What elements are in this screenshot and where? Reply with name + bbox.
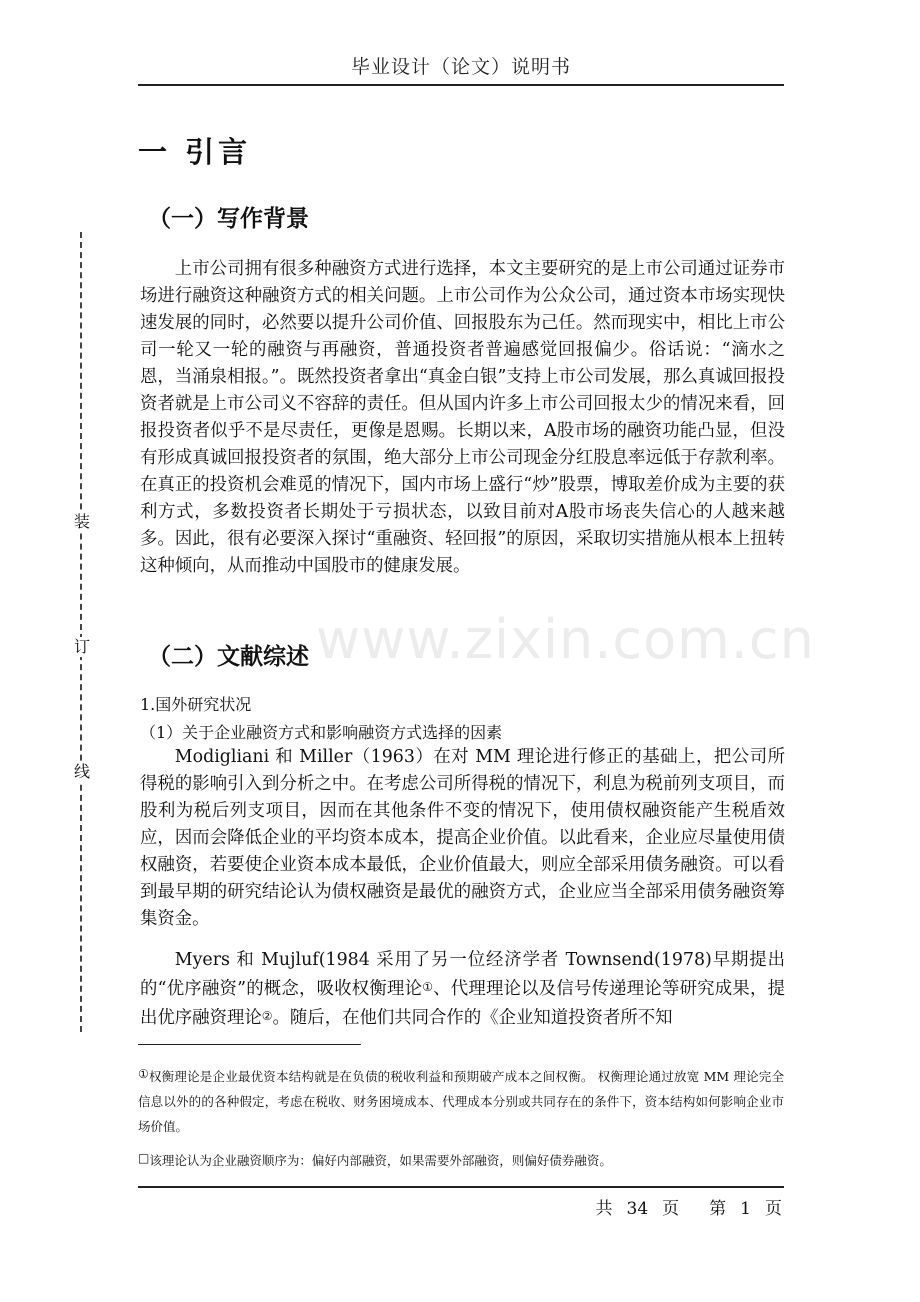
page-footer: [582, 1194, 782, 1219]
footer-current-label: 第: [709, 1199, 727, 1219]
section-title: 一 引言: [138, 135, 252, 169]
header-rule: [138, 84, 784, 86]
footnote-1: [138, 1062, 784, 1139]
footnote-1-text: 权衡理论是企业最优资本结构就是在负债的税收利益和预期破产成本之间权衡。 权衡理论通过放宽 MM 理论完全信息以外的的各种假定，考虑在税收、财务困境成本、代理成本分别或共同存在的条件下，资本结构如何影响企业市场价值。: [138, 1069, 784, 1134]
pecking-order-text-2: 、代理理论以及信号传递理论等研究成果，提出优序融资理论: [140, 979, 785, 1028]
footer-page-unit-2: 页: [765, 1199, 782, 1219]
binding-mark-zhuang: 装: [73, 512, 90, 531]
binding-line: [80, 232, 88, 1032]
footer-current-page: 1: [740, 1199, 751, 1219]
footnote-1-mark: ①: [138, 1067, 149, 1081]
footnote-ref-1: ①: [422, 980, 434, 994]
footnote-2-mark: □: [138, 1151, 150, 1165]
list-item-financing-factors: （1）关于企业融资方式和影响融资方式选择的因素: [140, 723, 503, 742]
footnote-2-text: 该理论认为企业融资顺序为：偏好内部融资，如果需要外部融资，则偏好债券融资。: [149, 1153, 612, 1168]
binding-mark-ding: 订: [73, 637, 90, 656]
subsection-title-background: （一）写作背景: [148, 206, 309, 232]
list-item-foreign-research: 1.国外研究状况: [140, 695, 252, 714]
watermark: www.zixin.com.cn: [316, 608, 815, 671]
footnote-2: [138, 1146, 784, 1173]
footer-total-label: 共: [595, 1199, 613, 1219]
footnote-rule: [138, 1044, 361, 1045]
footnote-ref-2: ②: [261, 1009, 273, 1023]
running-header: 毕业设计（论文）说明书: [350, 56, 571, 78]
subsection-title-literature: （二）文献综述: [148, 644, 309, 670]
footer-total-pages: 34: [626, 1199, 649, 1219]
pecking-order-text-1: Myers 和 Mujluf(1984 采用了另一位经济学者 Townsend(1978)早期提出的“优序融资”的概念，吸收权衡理论: [140, 950, 785, 999]
pecking-order-text-3: 。随后，在他们共同合作的《企业知道投资者所不知: [272, 1008, 673, 1028]
background-paragraph: 上市公司拥有很多种融资方式进行选择，本文主要研究的是上市公司通过证券市场进行融资这种融资方式的相关问题。上市公司作为公众公司，通过资本市场实现快速发展的同时，必然要以提升公司价值、回报股东为己任。然而现实中，相比上市公司一轮又一轮的融资与再融资，普通投资者普遍感觉回报偏少。俗话说：“滴水之恩，当涌泉相报。”。既然投资者拿出“真金白银”支持上市公司发展，那么真诚回报投资者就是上市公司义不容辞的责任。但从国内许多上市公司回报太少的情况来看，回报投资者似乎不是尽责任，更像是恩赐。长期以来，A股市场的融资功能凸显，但没有形成真诚回报投资者的氛围，绝大部分上市公司现金分红股息率远低于存款利率。在真正的投资机会难觅的情况下，国内市场上盛行“炒”股票，博取差价成为主要的获利方式，多数投资者长期处于亏损状态，以致目前对A股市场丧失信心的人越来越多。因此，很有必要深入探讨“重融资、轻回报”的原因，采取切实措施从根本上扭转这种倾向，从而推动中国股市的健康发展。: [140, 259, 785, 576]
footer-page-unit-1: 页: [662, 1199, 680, 1219]
binding-mark-xian: 线: [73, 762, 90, 781]
footer-rule: [138, 1186, 784, 1188]
mm-theory-paragraph: Modigliani 和 Miller（1963）在对 MM 理论进行修正的基础上，把公司所得税的影响引入到分析之中。在考虑公司所得税的情况下，利息为税前列支项目，而股利为税后列支项目，因而在其他条件不变的情况下，使用债权融资能产生税盾效应，因而会降低企业的平均资本成本，提高企业价值。以此看来，企业应尽量使用债权融资，若要使企业资本成本最低，企业价值最大，则应全部采用债务融资。可以看到最早期的研究结论认为债权融资是最优的融资方式，企业应当全部采用债务融资筹集资金。: [140, 747, 785, 929]
pecking-order-paragraph: [140, 947, 785, 1032]
